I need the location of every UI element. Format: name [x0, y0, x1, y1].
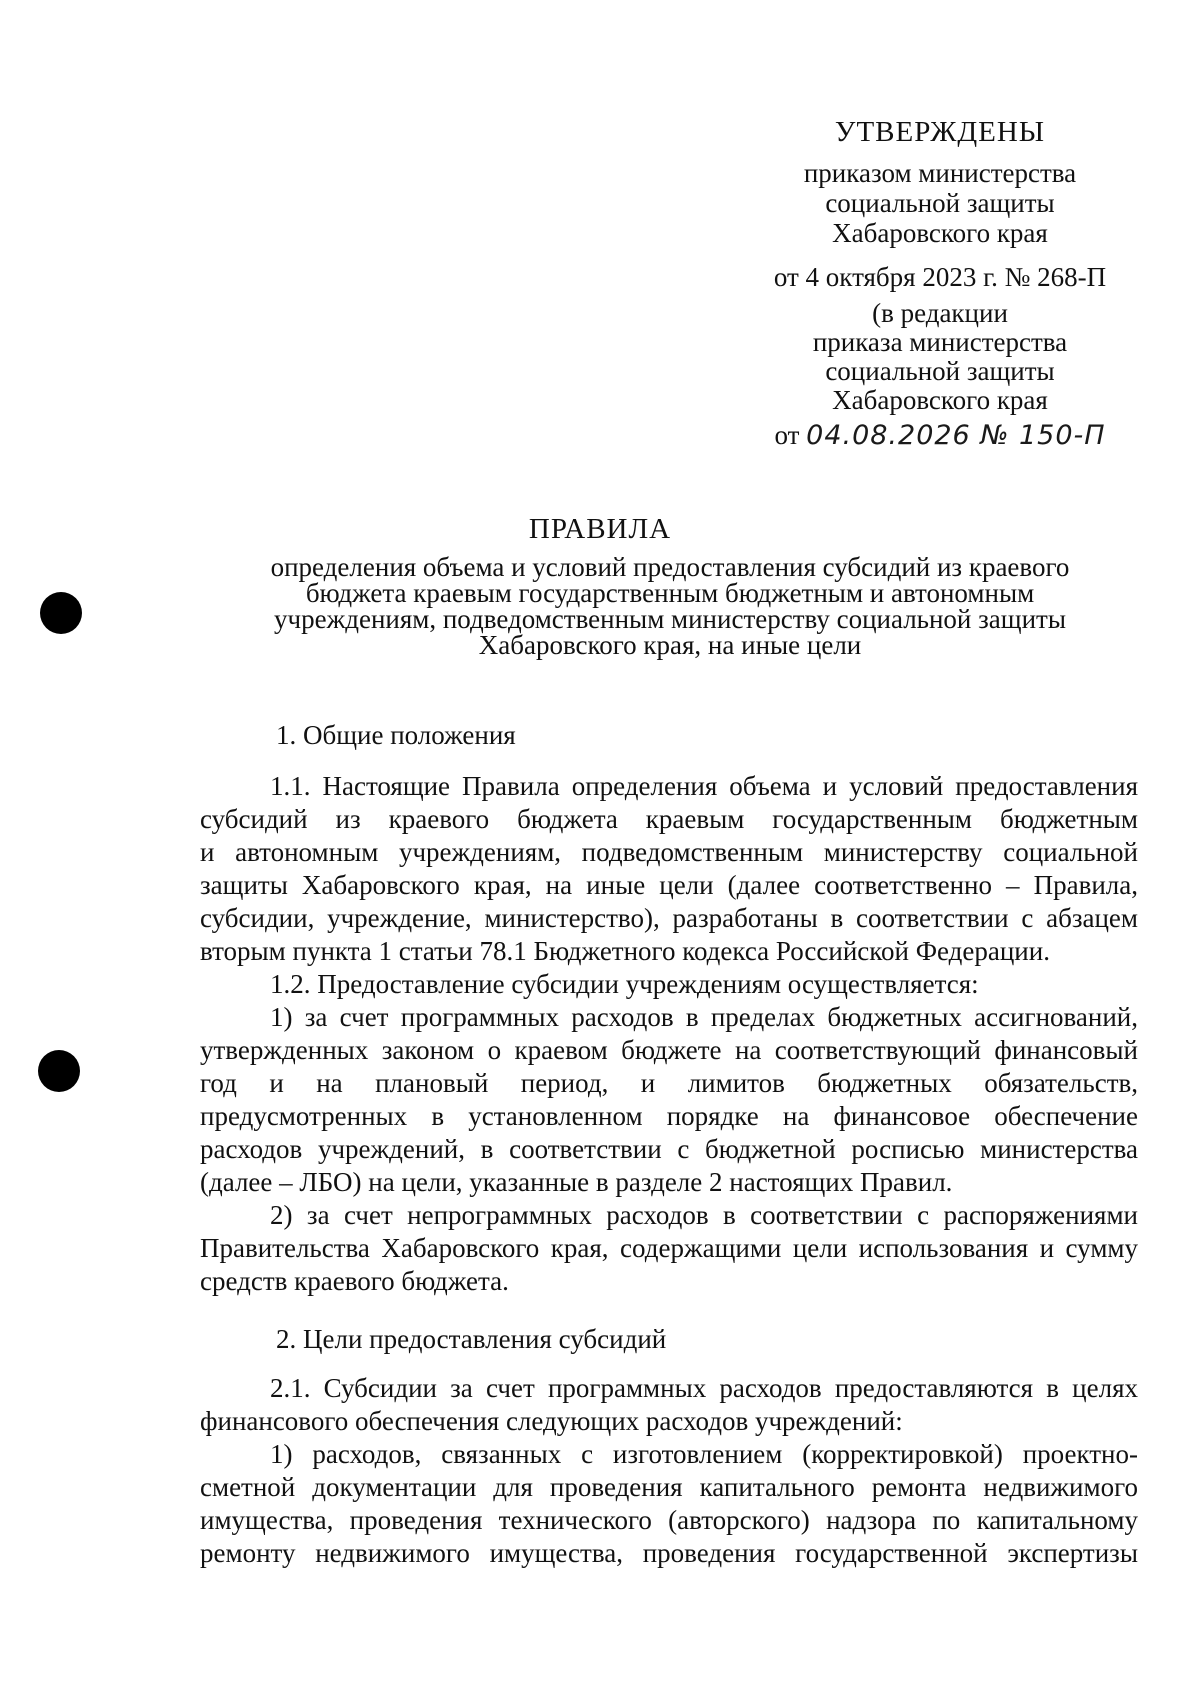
- body-line: и автономным учреждениям, подведомственным министерству социальной: [200, 837, 1138, 867]
- body-line: вторым пункта 1 статьи 78.1 Бюджетного кодекса Российской Федерации.: [200, 936, 1050, 966]
- approval-line: Хабаровского края: [832, 218, 1048, 248]
- body-line: сметной документации для проведения капитального ремонта недвижимого: [200, 1472, 1138, 1502]
- document-subtitle-line: определения объема и условий предоставления субсидий из краевого: [270, 552, 1070, 582]
- punch-hole: [40, 592, 82, 634]
- revision-line: (в редакции: [872, 298, 1008, 328]
- body-line: Правительства Хабаровского края, содержащими цели использования и сумму: [200, 1233, 1138, 1263]
- section-heading: 1. Общие положения: [276, 720, 516, 750]
- body-line: (далее – ЛБО) на цели, указанные в разделе 2 настоящих Правил.: [200, 1167, 953, 1197]
- revision-line: приказа министерства: [812, 327, 1068, 357]
- document-subtitle-line: учреждениям, подведомственным министерству социальной защиты: [274, 604, 1066, 634]
- body-line: 1.1. Настоящие Правила определения объема и условий предоставления: [270, 771, 1138, 801]
- approval-date-line: от 4 октября 2023 г. № 268-П: [773, 262, 1107, 292]
- revision-line: Хабаровского края: [832, 385, 1048, 415]
- body-line: 1.2. Предоставление субсидии учреждениям осуществляется:: [270, 969, 979, 999]
- body-line: защиты Хабаровского края, на иные цели (далее соответственно – Правила,: [200, 870, 1138, 900]
- approval-line: приказом министерства: [803, 158, 1077, 188]
- handwritten-revision-date: 04.08.2026 № 150-П: [806, 420, 1106, 451]
- section-heading: 2. Цели предоставления субсидий: [276, 1324, 667, 1354]
- body-line: субсидии, учреждение, министерство), разработаны в соответствии с абзацем: [200, 903, 1138, 933]
- body-line: средств краевого бюджета.: [200, 1266, 509, 1296]
- body-line: утвержденных законом о краевом бюджете на соответствующий финансовый: [200, 1035, 1138, 1065]
- document-subtitle-line: бюджета краевым государственным бюджетным и автономным: [305, 578, 1035, 608]
- revision-line: социальной защиты: [825, 356, 1055, 386]
- body-line: год и на плановый период, и лимитов бюджетных обязательств,: [200, 1068, 1138, 1098]
- body-line: субсидий из краевого бюджета краевым государственным бюджетным: [200, 804, 1138, 834]
- body-line: имущества, проведения технического (авторского) надзора по капитальному: [200, 1505, 1138, 1535]
- document-title: ПРАВИЛА: [528, 513, 672, 545]
- document-subtitle-line: Хабаровского края, на иные цели: [478, 630, 862, 660]
- body-line: 1) за счет программных расходов в пределах бюджетных ассигнований,: [270, 1002, 1138, 1032]
- approval-title: УТВЕРЖДЕНЫ: [834, 116, 1046, 148]
- body-line: 2.1. Субсидии за счет программных расходов предоставляются в целях: [270, 1373, 1138, 1403]
- body-line: 1) расходов, связанных с изготовлением (корректировкой) проектно-: [270, 1439, 1138, 1469]
- body-line: финансового обеспечения следующих расходов учреждений:: [200, 1406, 903, 1436]
- revision-date-prefix: от: [774, 420, 800, 450]
- body-line: предусмотренных в установленном порядке на финансовое обеспечение: [200, 1101, 1138, 1131]
- revision-date-line: [760, 420, 1120, 451]
- punch-hole: [38, 1050, 80, 1092]
- body-line: ремонту недвижимого имущества, проведения государственной экспертизы: [200, 1538, 1138, 1568]
- body-line: расходов учреждений, в соответствии с бюджетной росписью министерства: [200, 1134, 1138, 1164]
- approval-line: социальной защиты: [825, 188, 1055, 218]
- body-line: 2) за счет непрограммных расходов в соответствии с распоряжениями: [270, 1200, 1138, 1230]
